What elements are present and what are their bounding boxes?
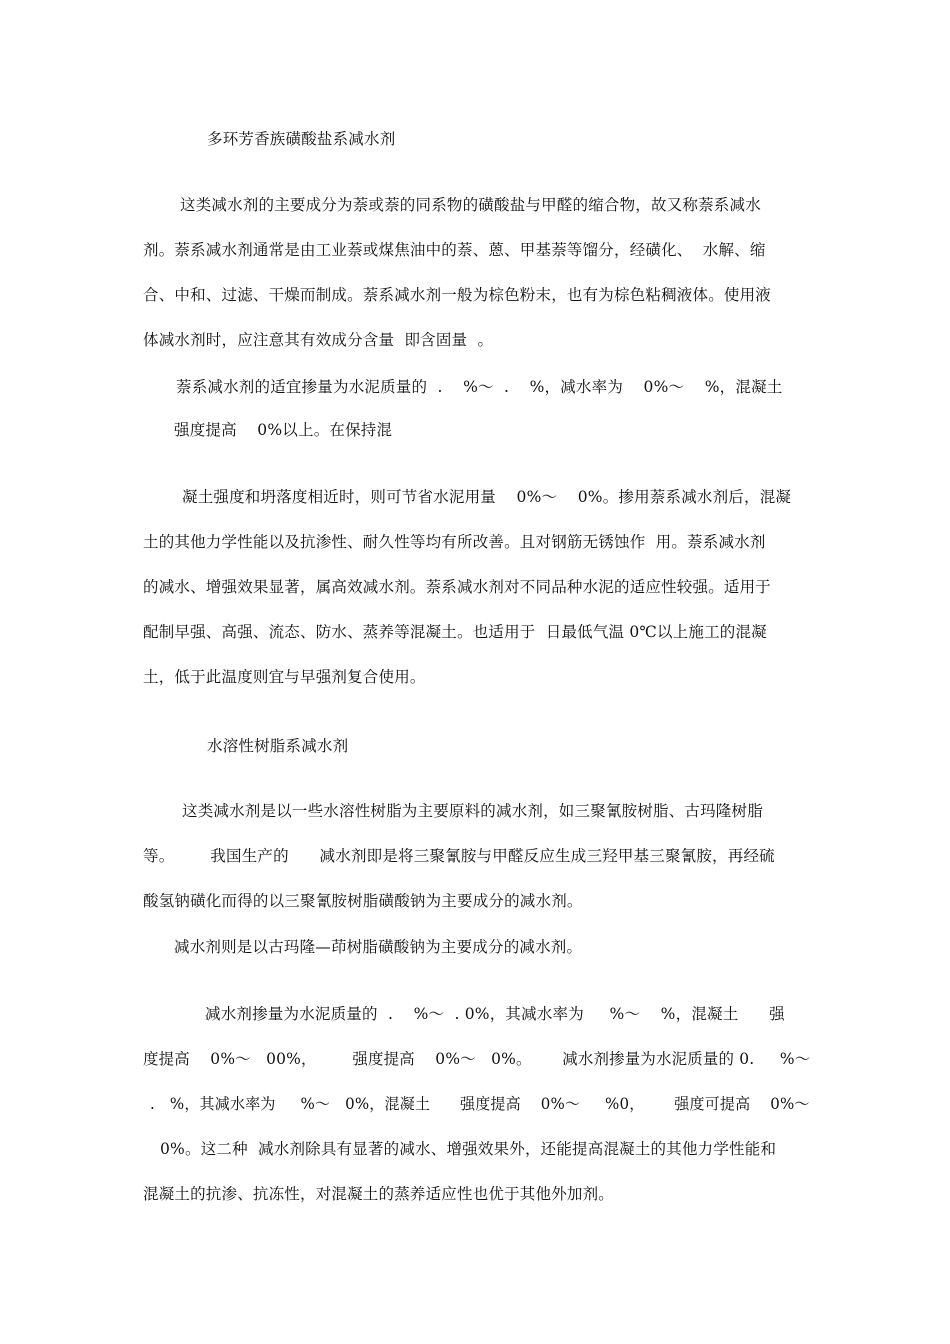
paragraph-line: 混凝土的抗渗、抗冻性，对混凝土的蒸养适应性也优于其他外加剂。 [143,1185,615,1203]
paragraph-line: 的减水、增强效果显著，属高效减水剂。萘系减水剂对不同品种水泥的适应性较强。适用于 [143,578,772,596]
paragraph-line: 土，低于此温度则宜与早强剂复合使用。 [143,668,426,686]
paragraph-line: 配制早强、高强、流态、防水、蒸养等混凝土。也适用于 日最低气温 0℃以上施工的混凝 [143,623,767,641]
paragraph-line: 萘系减水剂的适宜掺量为水泥质量的 . %～ . %，减水率为 0%～ %，混凝土 [176,378,783,396]
section-heading: 水溶性树脂系减水剂 [207,737,349,755]
paragraph-line: 酸氢钠磺化而得的以三聚氰胺树脂磺酸钠为主要成分的减水剂。 [143,892,583,910]
paragraph-line: 强度提高 0%以上。在保持混 [174,421,393,439]
paragraph-line: 剂。萘系减水剂通常是由工业萘或煤焦油中的萘、蒽、甲基萘等馏分，经磺化、 水解、缩 [143,241,766,259]
paragraph-line: 减水剂掺量为水泥质量的 . %～ . 0%，其减水率为 %～ %，混凝土 强 [205,1005,785,1023]
paragraph-line: . %，其减水率为 %～ 0%，混凝土 强度提高 0%～ %0， 强度可提高 0%～ [150,1095,810,1113]
paragraph-line: 这类减水剂是以一些水溶性树脂为主要原料的减水剂，如三聚氰胺树脂、古玛隆树脂 [182,802,763,820]
paragraph-line: 凝土强度和坍落度相近时，则可节省水泥用量 0%～ 0%。掺用萘系减水剂后，混凝 [182,488,792,506]
paragraph-line: 等。 我国生产的 减水剂即是将三聚氰胺与甲醛反应生成三羟甲基三聚氰胺，再经硫 [143,847,775,865]
paragraph-line: 度提高 0%～ 00%， 强度提高 0%～ 0%。 减水剂掺量为水泥质量的 0. %～ [143,1050,811,1068]
section-heading: 多环芳香族磺酸盐系减水剂 [207,130,396,148]
paragraph-line: 土的其他力学性能以及抗渗性、耐久性等均有所改善。且对钢筋无锈蚀作 用。萘系减水剂 [143,533,766,551]
paragraph-line: 合、中和、过滤、干燥而制成。萘系减水剂一般为棕色粉末，也有为棕色粘稠液体。使用液 [143,286,772,304]
paragraph-line: 0%。这二种 减水剂除具有显著的减水、增强效果外，还能提高混凝土的其他力学性能和 [160,1140,777,1158]
paragraph-line: 这类减水剂的主要成分为萘或萘的同系物的磺酸盐与甲醛的缩合物，故又称萘系减水 [180,196,761,214]
paragraph-line: 减水剂则是以古玛隆—茚树脂磺酸钠为主要成分的减水剂。 [174,938,583,956]
paragraph-line: 体减水剂时，应注意其有效成分含量 即含固量 。 [143,331,494,349]
